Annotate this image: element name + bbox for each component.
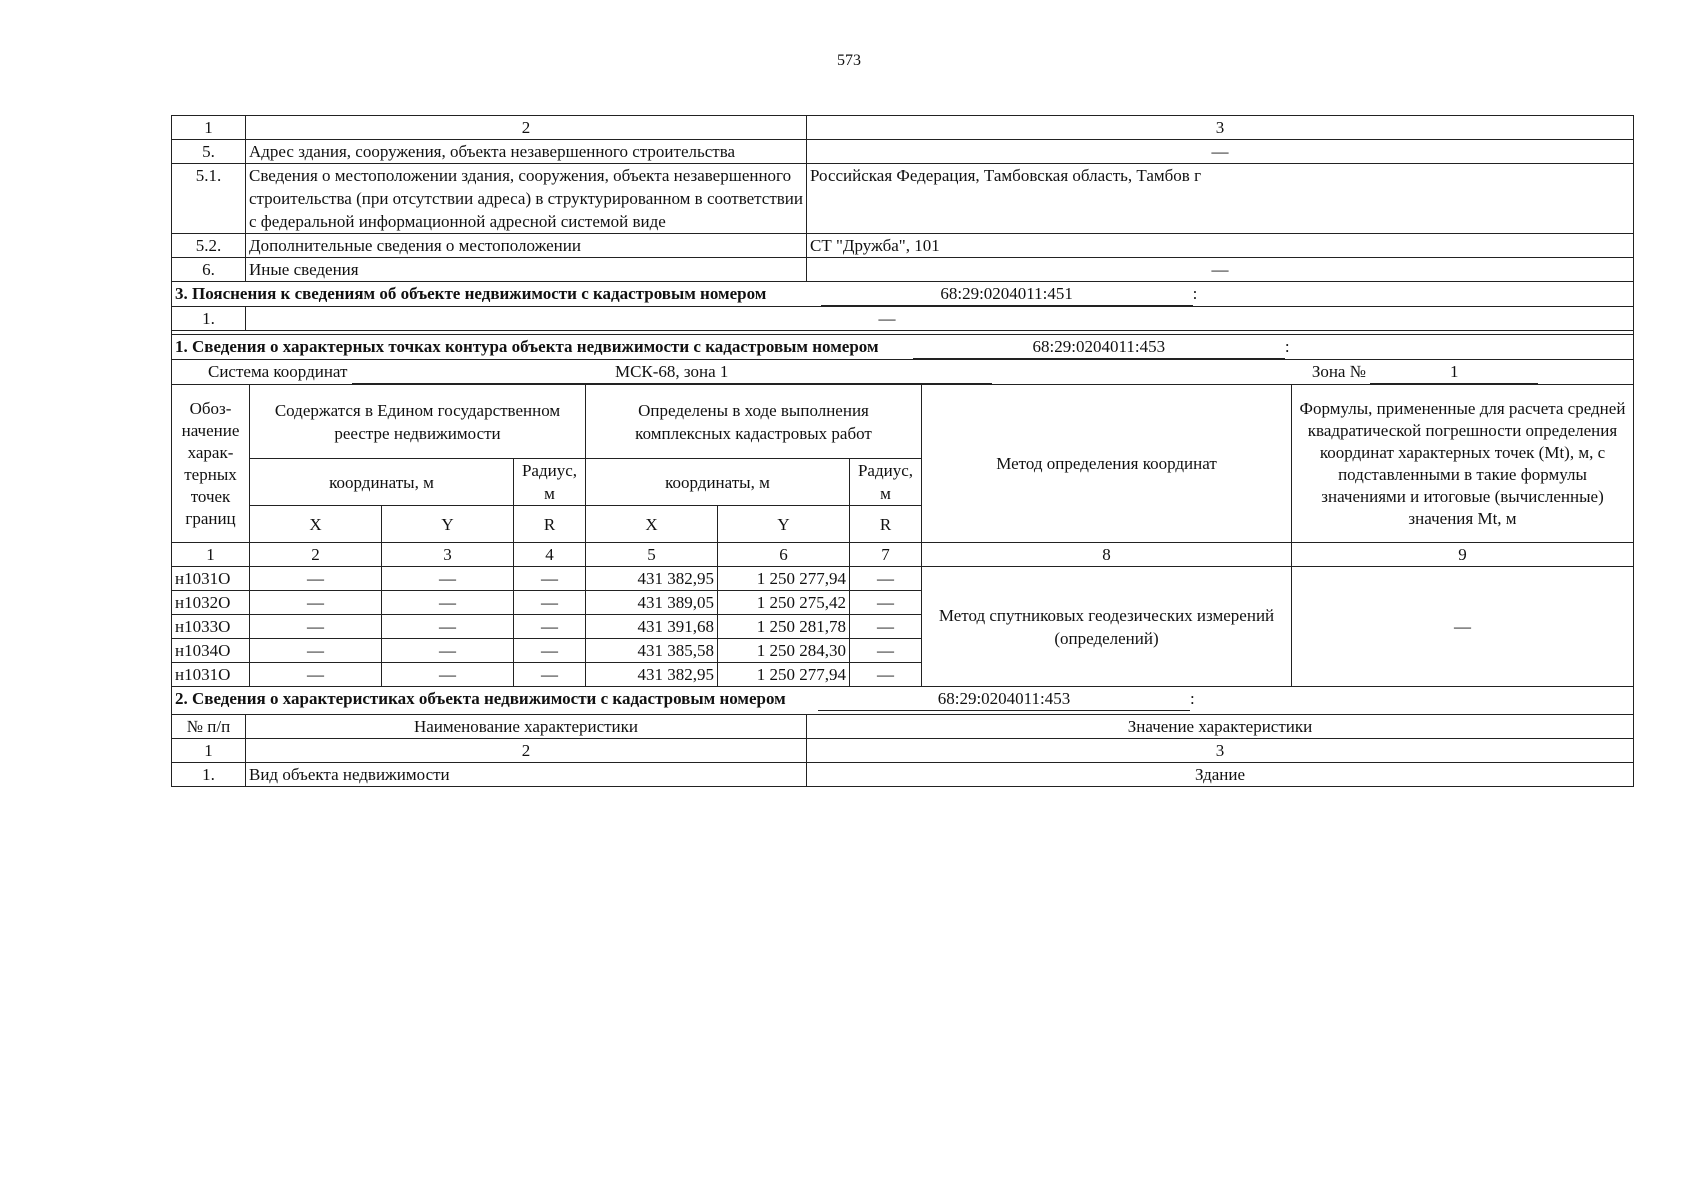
egrn-x: —: [250, 567, 382, 591]
header-coords: координаты, м: [250, 459, 514, 506]
kkr-x: 431 391,68: [586, 615, 718, 639]
col-header: Значение характеристики: [807, 714, 1634, 738]
row-number: 5.2.: [172, 234, 246, 258]
colon: :: [1284, 337, 1290, 356]
section-title: 2. Сведения о характеристиках объекта недвижимости с кадастровым номером: [175, 688, 786, 708]
table-row: [172, 307, 1634, 331]
header-point-designation: Обоз-начение харак-терных точек границ: [172, 385, 250, 543]
kkr-x: 431 385,58: [586, 639, 718, 663]
cadastral-number: 68:29:0204011:451: [821, 282, 1193, 306]
col-number: 3: [382, 543, 514, 567]
egrn-r: —: [514, 591, 586, 615]
coord-system-label: Система координат: [208, 362, 348, 381]
egrn-y: —: [382, 615, 514, 639]
zone-label: Зона №: [1311, 362, 1366, 381]
header-r: R: [514, 506, 586, 543]
point-name: н1031О: [172, 567, 250, 591]
table-row: [172, 164, 1634, 234]
col-number: 5: [586, 543, 718, 567]
col-number: 6: [718, 543, 850, 567]
kkr-y: 1 250 275,42: [718, 591, 850, 615]
kkr-r: —: [850, 615, 922, 639]
row-label: Сведения о местоположении здания, сооружения, объекта незавершенного строительства (при отсутствии адреса) в структурированном в соответствии с федеральной информационной адресной системой виде: [246, 164, 807, 234]
kkr-x: 431 382,95: [586, 663, 718, 687]
cadastral-document: [171, 115, 1634, 787]
cadastral-number: 68:29:0204011:453: [913, 335, 1285, 359]
egrn-r: —: [514, 567, 586, 591]
col-number: 1: [172, 738, 246, 762]
header-x: X: [586, 506, 718, 543]
col-number: 2: [246, 738, 807, 762]
kkr-y: 1 250 277,94: [718, 663, 850, 687]
row-label: Адрес здания, сооружения, объекта незавершенного строительства: [246, 140, 807, 164]
header-kkr: Определены в ходе выполнения комплексных кадастровых работ: [586, 385, 922, 459]
col-header: Наименование характеристики: [246, 714, 807, 738]
header-formulas: Формулы, примененные для расчета средней квадратической погрешности определения координат характерных точек (Mt), м, с подставленными в такие формулы значениями и итоговые (вычисленные) значения Mt, м: [1292, 385, 1634, 543]
coord-system-value: МСК-68, зона 1: [352, 360, 992, 384]
col-number: 2: [250, 543, 382, 567]
section2-title-row: [172, 686, 1634, 714]
row-value: —: [807, 258, 1634, 282]
kkr-r: —: [850, 567, 922, 591]
row-number: 1.: [172, 307, 246, 331]
row-number: 1.: [172, 762, 246, 786]
egrn-y: —: [382, 567, 514, 591]
formula-value: —: [1292, 567, 1634, 687]
method-value: Метод спутниковых геодезических измерений (определений): [922, 567, 1292, 687]
page-number: 573: [837, 52, 861, 69]
row-label: Иные сведения: [246, 258, 807, 282]
col-number: 7: [850, 543, 922, 567]
characteristics-table: [171, 686, 1634, 787]
table-row: [172, 762, 1634, 786]
row-label: Дополнительные сведения о местоположении: [246, 234, 807, 258]
col-number: 1: [172, 543, 250, 567]
point-name: н1033О: [172, 615, 250, 639]
egrn-y: —: [382, 591, 514, 615]
table-row: [172, 234, 1634, 258]
kkr-y: 1 250 284,30: [718, 639, 850, 663]
table-row: [172, 258, 1634, 282]
kkr-x: 431 389,05: [586, 591, 718, 615]
col-header: № п/п: [172, 714, 246, 738]
point-name: н1032О: [172, 591, 250, 615]
header-method: Метод определения координат: [922, 385, 1292, 543]
header-radius: Радиус, м: [514, 459, 586, 506]
egrn-r: —: [514, 615, 586, 639]
header-y: Y: [382, 506, 514, 543]
egrn-r: —: [514, 663, 586, 687]
col-number: 1: [172, 116, 246, 140]
header-egrn: Содержатся в Едином государственном реестре недвижимости: [250, 385, 586, 459]
column-numbers-row: [172, 116, 1634, 140]
row-number: 5.1.: [172, 164, 246, 234]
header-y: Y: [718, 506, 850, 543]
egrn-x: —: [250, 663, 382, 687]
table-row: [172, 140, 1634, 164]
row-number: 6.: [172, 258, 246, 282]
egrn-y: —: [382, 639, 514, 663]
points-table: [171, 334, 1634, 687]
col-number: 4: [514, 543, 586, 567]
kkr-r: —: [850, 591, 922, 615]
section-title: 1. Сведения о характерных точках контура объекта недвижимости с кадастровым номером: [175, 337, 879, 356]
row-value: СТ "Дружба", 101: [807, 234, 1634, 258]
row-value: Здание: [807, 762, 1634, 786]
egrn-x: —: [250, 639, 382, 663]
header-x: X: [250, 506, 382, 543]
column-numbers-row: [172, 738, 1634, 762]
row-value: —: [807, 140, 1634, 164]
egrn-x: —: [250, 615, 382, 639]
egrn-r: —: [514, 639, 586, 663]
col-number: 8: [922, 543, 1292, 567]
row-value: Российская Федерация, Тамбовская область, Тамбов г: [807, 164, 1634, 234]
header-row: [172, 385, 1634, 459]
cadastral-number: 68:29:0204011:453: [818, 687, 1190, 711]
point-row: [172, 567, 1634, 591]
column-headers-row: [172, 714, 1634, 738]
zone-value: 1: [1370, 360, 1538, 384]
coordinate-system-row: [172, 360, 1634, 385]
section-title: 3. Пояснения к сведениям об объекте недвижимости с кадастровым номером: [175, 284, 767, 303]
egrn-x: —: [250, 591, 382, 615]
kkr-y: 1 250 277,94: [718, 567, 850, 591]
col-number: 3: [807, 116, 1634, 140]
section1-title-row: [172, 335, 1634, 360]
colon: :: [1192, 284, 1198, 303]
header-radius: Радиус, м: [850, 459, 922, 506]
egrn-y: —: [382, 663, 514, 687]
col-number: 9: [1292, 543, 1634, 567]
point-name: н1034О: [172, 639, 250, 663]
section3-title-row: [172, 282, 1634, 307]
row-value: —: [878, 309, 896, 328]
header-coords: координаты, м: [586, 459, 850, 506]
row-label: Вид объекта недвижимости: [246, 762, 807, 786]
header-r: R: [850, 506, 922, 543]
col-number: 2: [246, 116, 807, 140]
col-number: 3: [807, 738, 1634, 762]
point-name: н1031О: [172, 663, 250, 687]
kkr-y: 1 250 281,78: [718, 615, 850, 639]
kkr-r: —: [850, 663, 922, 687]
row-number: 5.: [172, 140, 246, 164]
kkr-r: —: [850, 639, 922, 663]
kkr-x: 431 382,95: [586, 567, 718, 591]
colon: :: [1190, 688, 1195, 708]
column-numbers-row: [172, 543, 1634, 567]
address-table: [171, 115, 1634, 331]
